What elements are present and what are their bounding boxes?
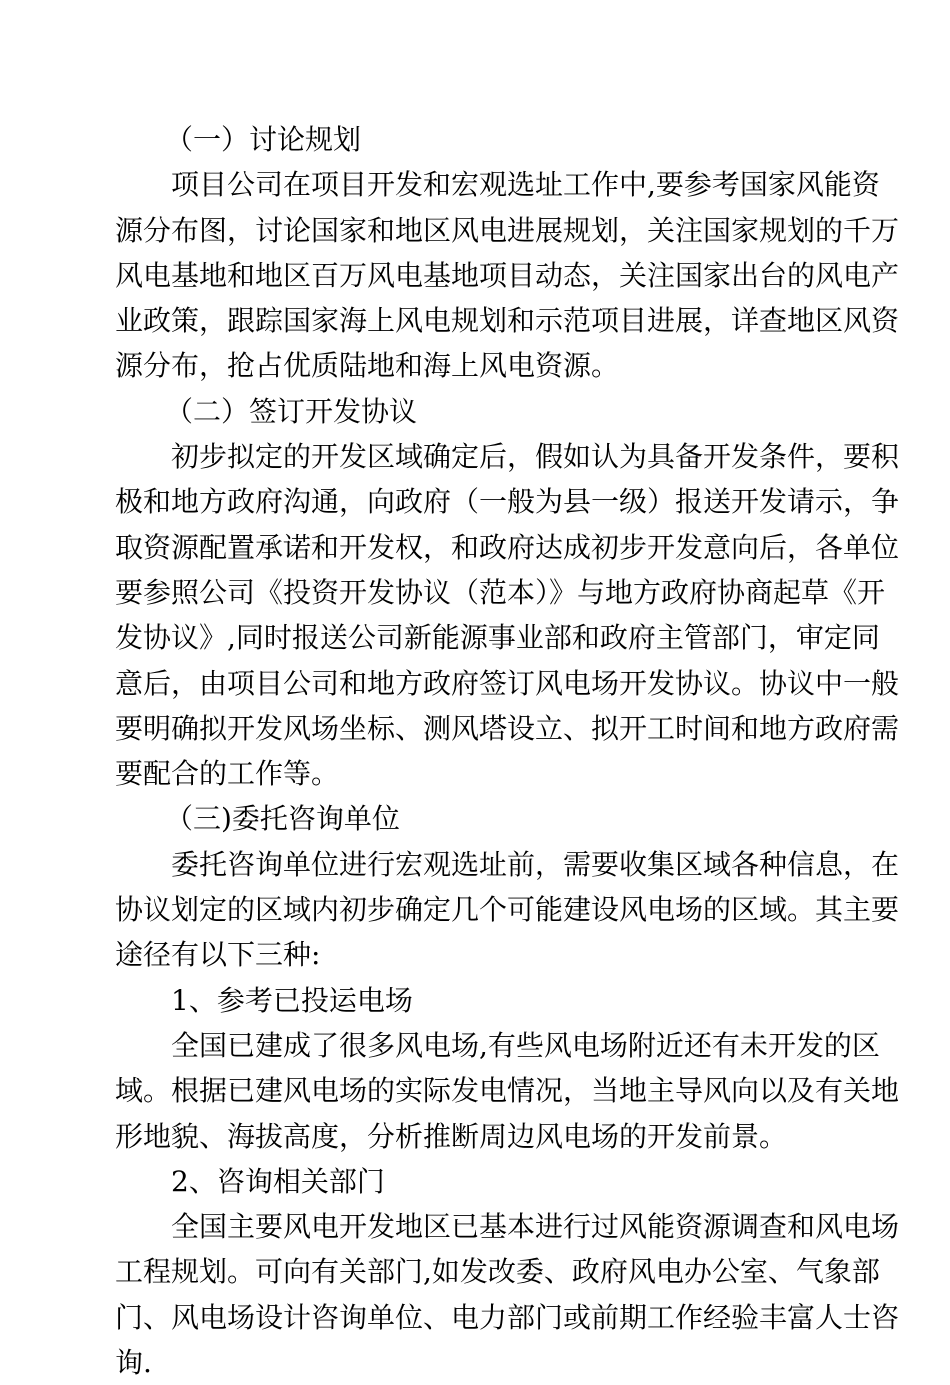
paragraph-line: 源分布图，讨论国家和地区风电进展规划，关注国家规划的千万: [115, 213, 900, 247]
paragraph-line: 源分布，抢占优质陆地和海上风电资源。: [115, 349, 620, 383]
document-page: [115, 117, 900, 1385]
paragraph-line: 业政策，跟踪国家海上风电规划和示范项目进展，详查地区风资: [115, 304, 900, 338]
section-reference-farms: [115, 978, 900, 1159]
paragraph-line: 项目公司在项目开发和宏观选址工作中,要参考国家风能资: [171, 168, 880, 202]
paragraph-line: 发协议》,同时报送公司新能源事业部和政府主管部门，审定同: [115, 621, 880, 655]
paragraph-line: 工程规划。可向有关部门,如发改委、政府风电办公室、气象部: [115, 1255, 880, 1289]
paragraph-line: 形地貌、海拔高度，分析推断周边风电场的开发前景。: [115, 1119, 788, 1153]
paragraph-line: 门、风电场设计咨询单位、电力部门或前期工作经验丰富人士咨: [115, 1300, 900, 1334]
section-discuss-planning: [115, 117, 900, 389]
section-sign-agreement: [115, 389, 900, 797]
paragraph-line: 途径有以下三种:: [115, 938, 321, 972]
paragraph-line: 域。根据已建风电场的实际发电情况，当地主导风向以及有关地: [115, 1074, 900, 1108]
section-consult-departments: [115, 1159, 900, 1385]
heading-consulting: （三)委托咨询单位: [165, 802, 400, 836]
heading-consult-departments: 2、咨询相关部门: [171, 1164, 385, 1198]
heading-discuss-planning: （一）讨论规划: [165, 123, 362, 156]
paragraph-line: 全国已建成了很多风电场,有些风电场附近还有未开发的区: [171, 1028, 880, 1062]
paragraph-line: 全国主要风电开发地区已基本进行过风能资源调查和风电场: [171, 1210, 900, 1244]
paragraph-line: 初步拟定的开发区域确定后，假如认为具备开发条件，要积: [171, 440, 900, 474]
paragraph-line: 要明确拟开发风场坐标、测风塔设立、拟开工时间和地方政府需: [115, 711, 900, 745]
section-consulting: [115, 796, 900, 977]
paragraph-line: 意后，由项目公司和地方政府签订风电场开发协议。协议中一般: [115, 666, 900, 700]
paragraph-line: 委托咨询单位进行宏观选址前，需要收集区域各种信息，在: [171, 847, 900, 881]
paragraph-line: 极和地方政府沟通，向政府（一般为县一级）报送开发请示，争: [115, 485, 900, 519]
paragraph-line: 要参照公司《投资开发协议（范本）》与地方政府协商起草《开: [115, 575, 886, 609]
paragraph-line: 要配合的工作等。: [115, 757, 340, 791]
paragraph-line: 协议划定的区域内初步确定几个可能建设风电场的区域。其主要: [115, 893, 900, 927]
paragraph-line: 询.: [115, 1346, 152, 1380]
heading-reference-farms: 1、参考已投运电场: [171, 983, 413, 1017]
paragraph-line: 取资源配置承诺和开发权，和政府达成初步开发意向后，各单位: [115, 530, 900, 564]
paragraph-line: 风电基地和地区百万风电基地项目动态，关注国家出台的风电产: [115, 258, 900, 292]
heading-sign-agreement: （二）签订开发协议: [165, 394, 418, 428]
